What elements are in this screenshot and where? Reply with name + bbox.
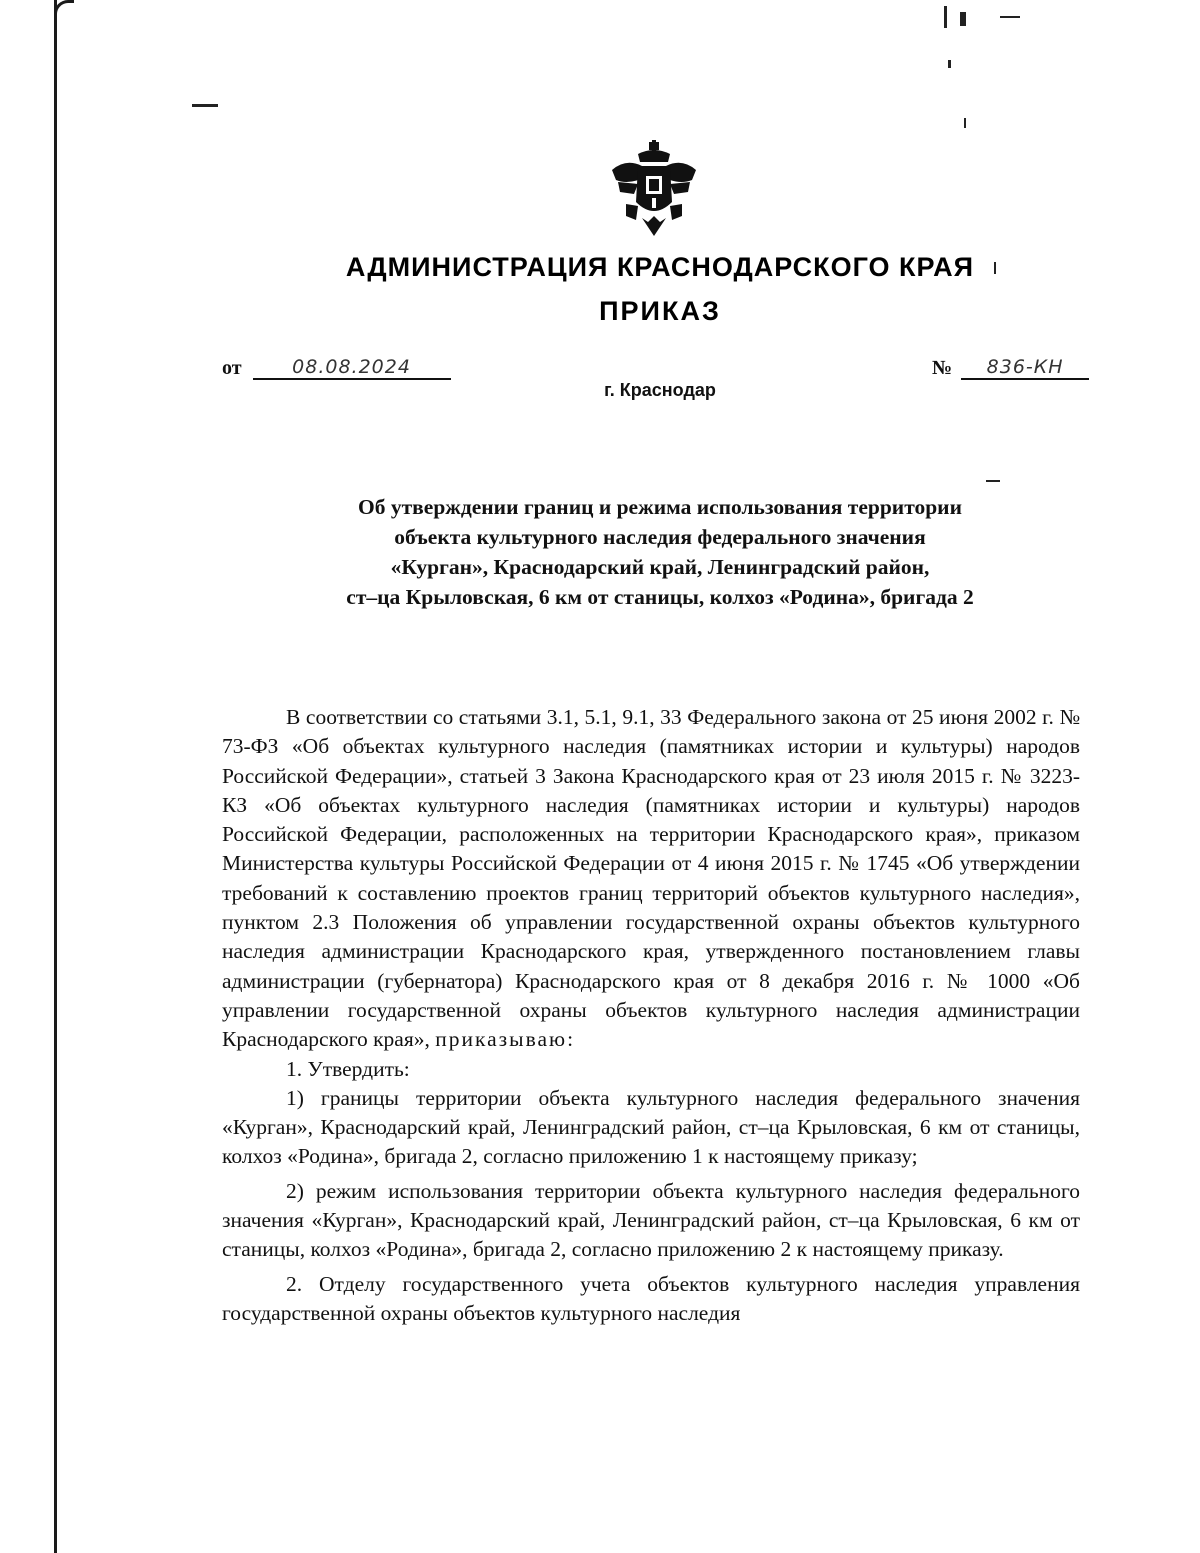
scan-speck	[960, 12, 966, 26]
title-line: объекта культурного наследия федерального значения	[394, 525, 926, 549]
date-field	[222, 356, 451, 380]
preamble-text: В соответствии со статьями 3.1, 5.1, 9.1, 33 Федерального закона от 25 июня 2002 г. № 73-ФЗ «Об объектах культурного наследия (памятниках истории и культуры) народов Российской Федерации», статьей 3 Закона Краснодарского края от 23 июля 2015 г. № 3223-КЗ «Об объектах культурного наследия (памятниках истории и культуры) народов Российской Федерации, расположенных на территории Краснодарского края», приказом Министерства культуры Российской Федерации от 4 июня 2015 г. № 1745 «Об утверждении требований к составлению проектов границ территорий объектов культурного наследия», пунктом 2.3 Положения об управлении государственной охраны объектов культурного наследия администрации Краснодарского края, утвержденного постановлением главы администрации (губернатора) Краснодарского края от 8 декабря 2016 г. № 1000 «Об управлении государственной охраны объектов культурного наследия администрации Краснодарского края»,	[222, 705, 1080, 1052]
coat-of-arms-emblem	[608, 140, 700, 240]
date-value: 08.08.2024	[253, 356, 451, 380]
preamble-paragraph	[222, 703, 1080, 1055]
item-1-1: 1) границы территории объекта культурного наследия федерального значения «Курган», Краснодарский край, Ленинградский район, ст–ца Крыловская, 6 км от станицы, колхоз «Родина», бригада 2, согласно приложению 1 к настоящему приказу;	[222, 1085, 1080, 1169]
date-label: от	[222, 357, 242, 379]
title-line: ст–ца Крыловская, 6 км от станицы, колхоз «Родина», бригада 2	[346, 585, 974, 609]
title-line: Об утверждении границ и режима использования территории	[358, 495, 962, 519]
title-line: «Курган», Краснодарский край, Ленинградский район,	[390, 555, 930, 579]
document-type: ПРИКАЗ	[599, 296, 721, 326]
order-word: приказываю:	[435, 1027, 576, 1052]
city-label: г. Краснодар	[604, 380, 716, 400]
organization-name: АДМИНИСТРАЦИЯ КРАСНОДАРСКОГО КРАЯ	[345, 252, 975, 282]
scan-speck	[944, 6, 947, 28]
number-field	[932, 356, 1089, 380]
item-1-2: 2) режим использования территории объекта культурного наследия федерального значения «Курган», Краснодарский край, Ленинградский район, ст–ца Крыловская, 6 км от станицы, колхоз «Родина», бригада 2, согласно приложению 2 к настоящему приказу.	[222, 1178, 1080, 1262]
document-title	[230, 492, 1090, 612]
item-1: 1. Утвердить:	[286, 1056, 410, 1081]
scan-speck	[1000, 16, 1020, 18]
item-2: 2. Отделу государственного учета объектов культурного наследия управления государственной охраны объектов культурного наследия	[222, 1271, 1080, 1325]
scan-speck	[986, 480, 1000, 482]
number-value: 836-КН	[961, 356, 1089, 380]
scan-page-corner	[54, 0, 74, 18]
scan-speck	[964, 118, 966, 128]
scan-page-edge	[54, 0, 57, 1553]
document-body	[222, 703, 1080, 1328]
scan-speck	[192, 104, 218, 107]
scan-speck	[948, 60, 951, 68]
number-label: №	[932, 357, 953, 379]
